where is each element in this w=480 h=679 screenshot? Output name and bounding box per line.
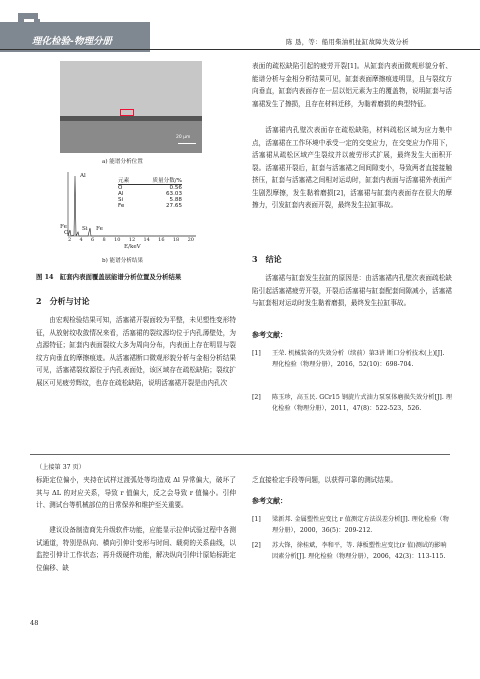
reference-item xyxy=(252,514,452,536)
x-tick: 8 xyxy=(102,237,106,243)
table-cell: Fe xyxy=(118,203,125,209)
figure-sub-b-caption: b) 能谱分析结果 xyxy=(102,258,144,264)
bottom-left-paragraph-2: 建议设备制造商先升级软件功能，应能显示拉伸试验过程中各测试通道，特别是纵向、横向引伸计变形与时间、载荷的关系曲线，以监控引伸计工作状态；再升级硬件功能，解决纵向引伸计原始标距定位偏移、缺 xyxy=(36,526,236,572)
section-divider xyxy=(30,454,450,455)
x-tick: 18 xyxy=(172,237,180,243)
bottom-right-paragraph: 乏直接检定手段等问题，以获得可靠的测试结果。 xyxy=(252,476,398,484)
x-tick: 16 xyxy=(158,237,165,243)
conclusion-paragraph: 活塞裙与缸套发生拉缸的原因是：由活塞裙内孔壁次表面疏松缺陷引起活塞裙疲劳开裂，开裂后活塞裙与缸套配套间隙减小，活塞裙与缸套相对运动时发生黏着磨损，最终发生拉缸事故。 xyxy=(252,274,452,307)
peak-label-al: Al xyxy=(80,173,86,179)
x-tick: 10 xyxy=(114,237,121,243)
running-title: 陈 恳，等：船用柴油机扯缸故障失效分析 xyxy=(286,38,409,46)
references-title: 参考文献： xyxy=(252,330,287,339)
reference-number: [1] xyxy=(252,350,261,357)
x-axis-unit: E/keV xyxy=(124,244,141,250)
section-title-conclusion: 3 结论 xyxy=(252,254,282,264)
table-cell: Si xyxy=(118,197,124,203)
composition-table xyxy=(118,176,182,209)
table-header xyxy=(118,176,182,185)
scale-bar xyxy=(178,143,196,144)
peak-label-si: Si xyxy=(82,226,88,232)
reference-item xyxy=(252,348,452,370)
x-tick: 2 xyxy=(68,237,72,243)
figure-caption: 图 14 缸套内表面覆盖层能谱分析位置及分析结果 xyxy=(36,273,182,281)
x-tick: 6 xyxy=(91,237,95,243)
table-cell: 0.56 xyxy=(169,185,182,191)
table-cell: 5.88 xyxy=(169,197,182,203)
right-paragraph-2: 活塞裙内孔壁次表面存在疏松缺陷，材料疏松区域为应力集中点，活塞裙在工作环境中承受一定的交变应力，在交变应力作用下，活塞裙从疏松区域产生裂纹并以疲劳形式扩展，最终发生大面积开裂。活塞裙开裂后，缸套与活塞裙之间间隙变小，导致两者直接接触挤压，缸套与活塞裙之间相对运动时，缸套内表面与活塞裙外表面产生剧烈摩擦，发生黏着磨损[2]，活塞裙与缸套内表面存在很大的摩擦力，引发缸套内表面开裂，最终发生拉缸事故。 xyxy=(252,126,452,209)
reference-item xyxy=(252,392,452,414)
header-cell: 元素 xyxy=(118,178,130,184)
table-cell: Al xyxy=(118,191,124,197)
reference-number: [2] xyxy=(252,542,261,549)
peak-label-fe: Fe xyxy=(60,224,67,230)
reference-item xyxy=(252,540,452,562)
section-title-analysis: 2 分析与讨论 xyxy=(36,296,90,306)
continued-note: （上接第 37 页） xyxy=(36,464,85,471)
x-tick-labels xyxy=(68,237,194,243)
peak-label-o: O xyxy=(64,230,69,236)
x-tick: 14 xyxy=(143,237,150,243)
analysis-paragraph: 由宏观检验结果可知，活塞裙开裂面较为平整，未见塑性变形特征，从放射纹收敛情况来看，活塞裙的裂纹源均位于内孔薄壁处，为点源特征；缸套内表面裂纹大多为周向分布，内表面上存在明显与裂纹方向垂直的摩擦痕迹。从活塞裙断口微观形貌分析与金相分析结果可见，活塞裙裂纹源位于内孔表面处，该区域存在疏松缺陷；裂纹扩展区可见疲劳辉纹，也存在疏松缺陷，说明活塞裙开裂是由内孔次 xyxy=(36,316,236,387)
reference-number: [1] xyxy=(252,516,261,523)
table-cell: 27.65 xyxy=(165,203,182,209)
table-cell: O xyxy=(118,185,123,191)
x-tick: 12 xyxy=(128,237,136,243)
table-row xyxy=(118,203,182,209)
reference-text: 梁新邦. 金属塑性应变比 r 值测定方法误差分析[J]. 理化检验（物理分册），2000，36(5)：209-212. xyxy=(272,516,449,534)
bottom-references-title: 参考文献： xyxy=(252,496,287,505)
header-rule xyxy=(0,49,480,50)
reference-text: 陈玉珍，高玉民. GCr15 钢旋片式油力泵泵体磨损失效分析[J]. 理化检验（物理分册），2011，47(8)：522-523，526. xyxy=(272,394,452,412)
micrograph-image xyxy=(60,61,202,153)
journal-name: 理化检验-物理分册 xyxy=(32,36,112,47)
scale-bar-label: 20 μm xyxy=(176,135,191,140)
figure-sub-a-caption: a) 能谱分析位置 xyxy=(102,159,143,165)
right-paragraph-1: 表面的疏松缺陷引起的疲劳开裂[1]。从缸套内表面微观形貌分析、能谱分析与金相分析结果可见，缸套表面摩擦痕迹明显，且与裂纹方向垂直，缸套内表面存在一层以铝元素为主的覆盖物，说明缸套与活塞裙发生了擦损，且存在材料迁移，为黏着磨损的典型特征。 xyxy=(252,62,452,108)
x-tick: 20 xyxy=(187,237,194,243)
peak-label-fe-2: Fe xyxy=(96,226,103,232)
reference-text: 苏大锋，徐桂斌，李和平，等. 薄板塑性应变比(r 值)测试的影响因素分析[J]. 理化检验（物理分册），2006，42(3)：113-115. xyxy=(272,542,447,560)
page-number: 48 xyxy=(30,619,39,627)
x-tick: 4 xyxy=(79,237,83,243)
analysis-position-marker xyxy=(120,109,134,116)
table-cell: 63.03 xyxy=(165,191,182,197)
reference-text: 王荣. 机械装备的失效分析（续前）第3讲 断口分析技术(上)[J]. 理化检验（物理分册），2016，52(10)：698-704. xyxy=(272,350,445,368)
reference-number: [2] xyxy=(252,394,261,401)
header-cell: 质量分数/% xyxy=(152,178,182,184)
bottom-left-paragraph-1: 标距定位偏小，夹持在试样过渡弧处等均造成 Δl 异常偏大，破坏了其与 ΔL 的对应关系，导致 r 值偏大，反之会导致 r 值偏小。引伸计、测试台等机械部位的日常保养和维护至关重要。 xyxy=(36,476,236,509)
